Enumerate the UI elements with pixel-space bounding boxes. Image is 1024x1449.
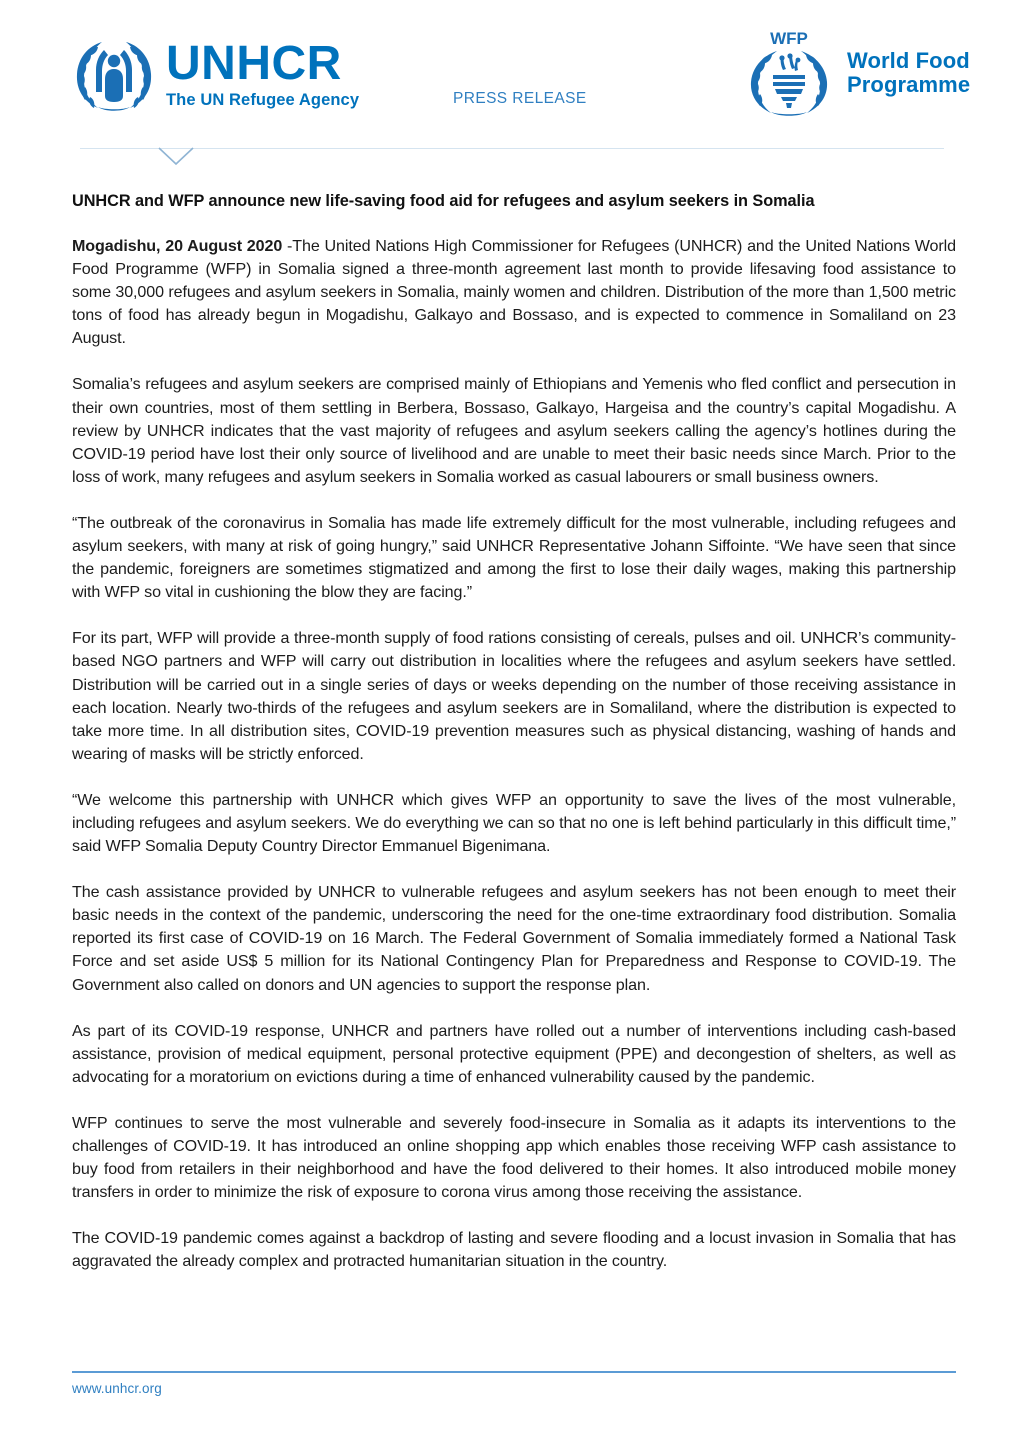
wfp-name-line1: World Food (847, 48, 970, 74)
svg-text:WFP: WFP (770, 29, 808, 48)
unhcr-emblem-icon (72, 34, 156, 114)
unhcr-name: UNHCR (166, 37, 342, 90)
paragraph-3: “The outbreak of the coronavirus in Somalia has made life extremely difficult for the most vulnerable, including refugees and asylum seekers, with many at risk of going hungry,” said UNHCR Representative Johann Siffointe. “We have seen that since the pandemic, foreigners are sometimes stigmatized and among the first to lose their daily wages, making this partnership with WFP so vital in cushioning the blow they are facing.” (72, 513, 956, 602)
dateline: Mogadishu, 20 August 2020 (72, 237, 283, 255)
paragraph-8: WFP continues to serve the most vulnerable and severely food-insecure in Somalia as it adapts its interventions to the challenges of COVID-19. It has introduced an online shopping app which enables those receiving WFP cash assistance to buy food from retailers in their neighborhood and have the food delivered to their homes. It also introduced mobile money transfers in order to minimize the risk of exposure to corona virus among those receiving the assistance. (72, 1113, 956, 1202)
paragraph-4: For its part, WFP will provide a three-month supply of food rations consisting of cereals, pulses and oil. UNHCR’s community-based NGO partners and WFP will carry out distribution in localities where the refugees and asylum seekers have settled. Distribution will be carried out in a single series of days or weeks depending on the number of those receiving assistance in each location. Nearly two-thirds of the refugees and asylum seekers are in Somaliland, where the distribution is expected to take more time. In all distribution sites, COVID-19 prevention measures such as physical distancing, washing of hands and wearing of masks will be strictly enforced. (72, 629, 956, 763)
footer-website-link[interactable]: www.unhcr.org (72, 1381, 162, 1396)
page-title: UNHCR and WFP announce new life-saving food aid for refugees and asylum seekers in Somalia (72, 192, 815, 210)
document-header (0, 0, 1024, 150)
header-divider (80, 148, 944, 149)
unhcr-logo (72, 34, 359, 114)
press-release-body (72, 190, 956, 1273)
wfp-name-line2: Programme (847, 72, 971, 97)
paragraph-7: As part of its COVID-19 response, UNHCR and partners have rolled out a number of interventions including cash-based assistance, provision of medical equipment, personal protective equipment (PPE) and decongestion of shelters, as well as advocating for a moratorium on evictions during a time of enhanced vulnerability caused by the pandemic. (72, 1021, 956, 1086)
paragraph-lead-text: -The United Nations High Commissioner for Refugees (UNHCR) and the United Nations World Food Programme (WFP) in Somalia signed a three-month agreement last month to provide lifesaving food assistance to some 30,000 refugees and asylum seekers in Somalia, mainly women and children. Distribution of the more than 1,500 metric tons of food has already begun in Mogadishu, Galkayo and Bossaso, and is expected to commence in Somaliland on 23 August. (72, 237, 956, 348)
unhcr-tagline: The UN Refugee Agency (166, 91, 360, 109)
unhcr-wordmark (166, 34, 359, 109)
paragraph-2: Somalia’s refugees and asylum seekers are comprised mainly of Ethiopians and Yemenis who fled conflict and persecution in their own countries, most of them settling in Berbera, Bossaso, Galkayo, Hargeisa and the country’s capital Mogadishu. A review by UNHCR indicates that the vast majority of refugees and asylum seekers calling the agency’s hotlines during the COVID-19 period have lost their only source of livelihood and are unable to meet their basic needs since March. Prior to the loss of work, many refugees and asylum seekers in Somalia worked as casual labourers or small business owners. (72, 375, 956, 486)
press-release-label: PRESS RELEASE (453, 90, 587, 107)
wfp-wordmark (847, 49, 970, 99)
chevron-down-icon (157, 146, 195, 166)
paragraph-6: The cash assistance provided by UNHCR to vulnerable refugees and asylum seekers has not been enough to meet their basic needs in the context of the pandemic, underscoring the need for the one-time extraordinary food distribution. Somalia reported its first case of COVID-19 on 16 March. The Federal Government of Somalia immediately formed a National Task Force and set aside US$ 5 million for its National Contingency Plan for Preparedness and Response to COVID-19. The Government also called on donors and UN agencies to support the response plan. (72, 883, 956, 994)
paragraph-lead (72, 212, 956, 350)
paragraph-5: “We welcome this partnership with UNHCR which gives WFP an opportunity to save the lives of the most vulnerable, including refugees and asylum seekers. We do everything we can so that no one is left behind particularly in this difficult time,” said WFP Somalia Deputy Country Director Emmanuel Bigenimana. (72, 790, 956, 856)
wfp-emblem-icon (737, 28, 841, 120)
paragraph-9: The COVID-19 pandemic comes against a backdrop of lasting and severe flooding and a locust invasion in Somalia that has aggravated the already complex and protracted humanitarian situation in the country. (72, 1229, 956, 1271)
wfp-logo (737, 28, 970, 120)
footer-divider (72, 1371, 956, 1373)
